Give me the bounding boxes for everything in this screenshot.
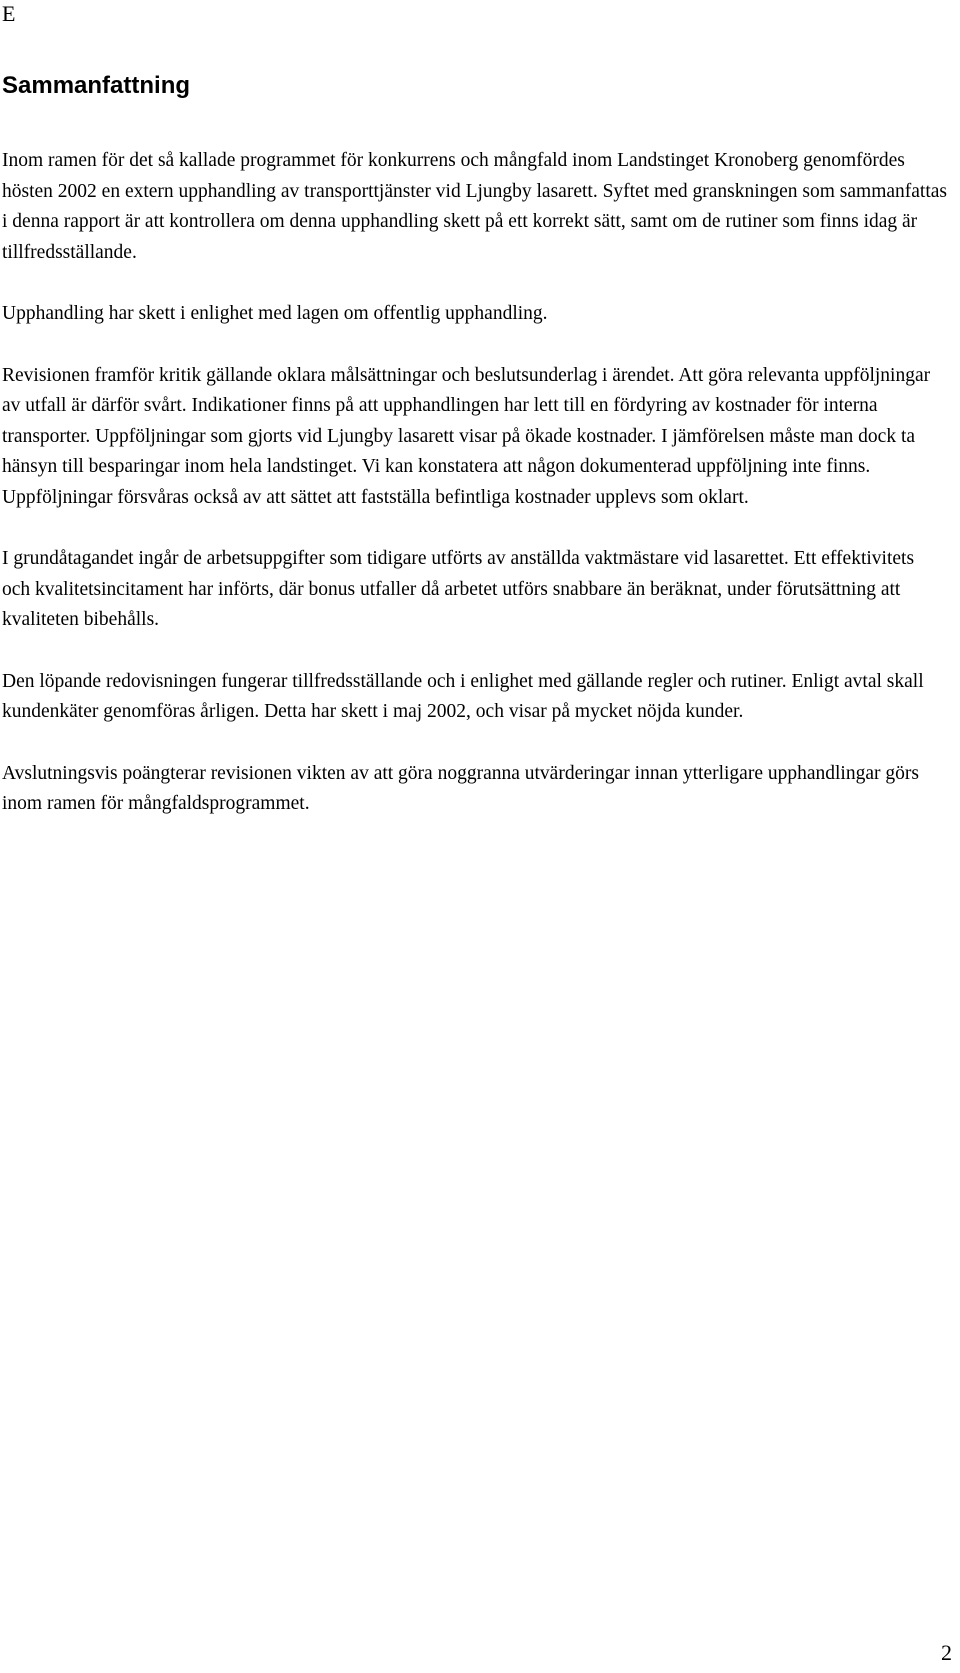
paragraph: I grundåtagandet ingår de arbetsuppgifter som tidigare utförts av anställda vaktmästare vid lasarettet. Ett effektivitets och kvalitetsincitament har införts, där bonus utfaller då arbetet utförs snabbare än beräknat, under förutsättning att kvaliteten bibehålls. (2, 548, 915, 630)
paragraph: Avslutningsvis poängterar revisionen vikten av att göra noggranna utvärderingar innan ytterligare upphandlingar görs inom ramen för mångfaldsprogrammet. (2, 762, 919, 814)
paragraph: Revisionen framför kritik gällande oklara målsättningar och beslutsunderlag i ärendet. Att göra relevanta uppföljningar av utfall är därför svårt. Indikationer finns på att upphandlingen har lett till en fördyring av kostnader för interna transporter. Uppföljningar som gjorts vid Ljungby lasarett visar på ökade kostnader. I jämförelsen måste man dock ta hänsyn till besparingar inom hela landstinget. Vi kan konstatera att någon dokumenterad uppföljning inte finns. Uppföljningar försvåras också av att sättet att fastställa befintliga kostnader upplevs som oklart. (2, 364, 931, 508)
page-marker: E (2, 1, 16, 26)
page-title: Sammanfattning (2, 72, 191, 99)
paragraph: Den löpande redovisningen fungerar tillfredsställande och i enlighet med gällande regler och rutiner. Enligt avtal skall kundenkäter genomföras årligen. Detta har skett i maj 2002, och visar på mycket nöjda kunder. (2, 670, 924, 722)
paragraph: Upphandling har skett i enlighet med lagen om offentlig upphandling. (2, 303, 548, 324)
page-number: 2 (941, 1640, 952, 1665)
document-body (2, 146, 947, 851)
paragraph: Inom ramen för det så kallade programmet för konkurrens och mångfald inom Landstinget Kronoberg genomfördes hösten 2002 en extern upphandling av transporttjänster vid Ljungby lasarett. Syftet med granskningen som sammanfattas i denna rapport är att kontrollera om denna upphandling skett på ett korrekt sätt, samt om de rutiner som finns idag är tillfredsställande. (2, 150, 947, 263)
